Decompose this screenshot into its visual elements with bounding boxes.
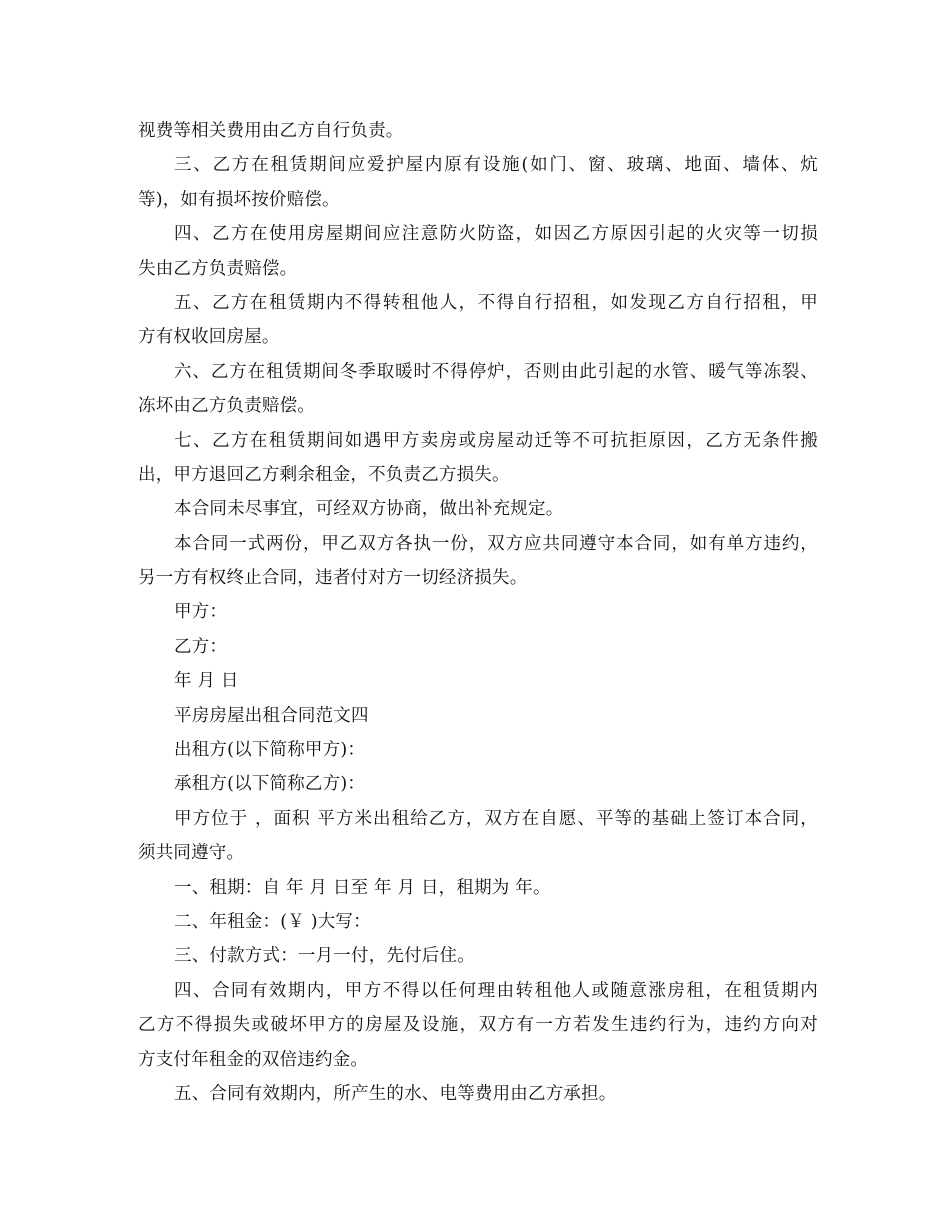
clause-7-line-2: 出，甲方退回乙方剩余租金，不负责乙方损失。 bbox=[138, 464, 510, 485]
clause-7-line-1: 七、乙方在租赁期间如遇甲方卖房或房屋动迁等不可抗拒原因，乙方无条件搬 bbox=[174, 430, 818, 451]
clause-4-line-1: 四、乙方在使用房屋期间应注意防火防盗，如因乙方原因引起的火灾等一切损 bbox=[174, 224, 818, 245]
party-b-signature: 乙方： bbox=[174, 636, 228, 657]
supplement-paragraph: 本合同未尽事宜，可经双方协商，做出补充规定。 bbox=[174, 499, 564, 520]
validity-clause-line-2: 乙方不得损失或破坏甲方的房屋及设施，双方有一方若发生违约行为，违约方向对 bbox=[138, 1015, 818, 1036]
property-line-2: 须共同遵守。 bbox=[138, 843, 245, 864]
section-title: 平房房屋出租合同范文四 bbox=[174, 705, 369, 726]
contract-text bbox=[138, 114, 818, 1111]
copies-line-1: 本合同一式两份，甲乙双方各执一份，双方应共同遵守本合同，如有单方违约， bbox=[174, 533, 818, 554]
clause-5-line-1: 五、乙方在租赁期内不得转租他人，不得自行招租，如发现乙方自行招租，甲 bbox=[174, 292, 818, 313]
date-line: 年 月 日 bbox=[174, 671, 239, 692]
annual-rent-line: 二、年租金：(￥ )大写： bbox=[174, 911, 371, 932]
clause-6-line-1: 六、乙方在租赁期间冬季取暖时不得停炉，否则由此引起的水管、暖气等冻裂、 bbox=[174, 361, 818, 382]
property-line-1: 甲方位于 ，面积 平方米出租给乙方，双方在自愿、平等的基础上签订本合同， bbox=[174, 808, 818, 829]
term-line: 一、租期：自 年 月 日至 年 月 日，租期为 年。 bbox=[174, 877, 551, 898]
clause-4-line-2: 失由乙方负责赔偿。 bbox=[138, 258, 298, 279]
party-a-signature: 甲方： bbox=[174, 602, 228, 623]
payment-method-line: 三、付款方式：一月一付，先付后住。 bbox=[174, 946, 475, 967]
clause-3-line-2: 等)，如有损坏按价赔偿。 bbox=[138, 189, 340, 210]
utilities-clause: 五、合同有效期内，所产生的水、电等费用由乙方承担。 bbox=[174, 1083, 617, 1104]
lessee-line: 承租方(以下简称乙方)： bbox=[174, 774, 366, 795]
copies-line-2: 另一方有权终止合同，违者付对方一切经济损失。 bbox=[138, 568, 528, 589]
text-line: 视费等相关费用由乙方自行负责。 bbox=[138, 121, 404, 141]
validity-clause-line-3: 方支付年租金的双倍违约金。 bbox=[138, 1049, 369, 1070]
lessor-line: 出租方(以下简称甲方)： bbox=[174, 740, 366, 761]
clause-5-line-2: 方有权收回房屋。 bbox=[138, 327, 280, 348]
validity-clause-line-1: 四、合同有效期内，甲方不得以任何理由转租他人或随意涨房租，在租赁期内 bbox=[174, 980, 818, 1001]
clause-3-line-1: 三、乙方在租赁期间应爱护屋内原有设施(如门、窗、玻璃、地面、墙体、炕 bbox=[174, 155, 818, 176]
clause-6-line-2: 冻坏由乙方负责赔偿。 bbox=[138, 396, 315, 417]
